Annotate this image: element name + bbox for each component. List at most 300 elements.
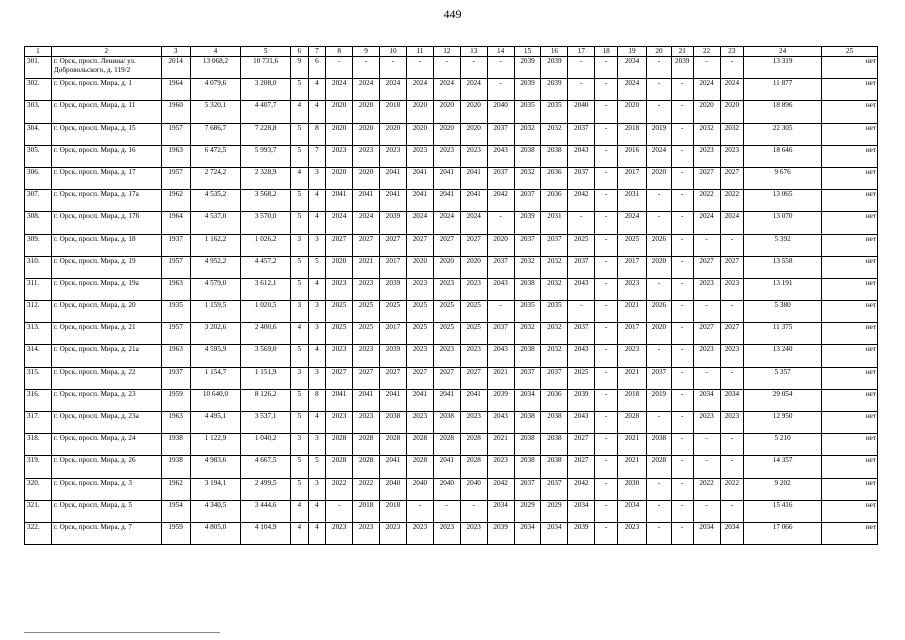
value-cell: 2035 [541,301,568,323]
value-cell: 2020 [353,101,380,123]
value-cell: 2020 [353,167,380,189]
row-number-cell: 319. [25,456,52,478]
value-cell: - [720,456,744,478]
value-cell: - [487,57,514,79]
value-cell: 2028 [380,434,407,456]
value-cell: 2017 [380,256,407,278]
value-cell: 2037 [541,367,568,389]
value-cell: - [720,301,744,323]
value-cell: 2024 [618,79,647,101]
value-cell: 10 640,0 [190,389,241,411]
value-cell: - [433,500,460,522]
column-header-18: 18 [595,47,618,57]
column-header-5: 5 [241,47,291,57]
column-header-17: 17 [568,47,595,57]
value-cell: 2020 [406,123,433,145]
value-cell: 2039 [514,212,541,234]
value-cell: 2039 [568,389,595,411]
value-cell: - [693,57,720,79]
value-cell: 4 805,0 [190,522,241,544]
value-cell: 4 [291,500,309,522]
value-cell: 2023 [406,522,433,544]
value-cell: 5 320,1 [190,101,241,123]
value-cell: - [595,123,618,145]
value-cell: 2028 [353,456,380,478]
status-cell: нет [821,478,877,500]
value-cell: 2036 [541,167,568,189]
status-cell: нет [821,367,877,389]
value-cell: 2037 [487,256,514,278]
value-cell: 2040 [406,478,433,500]
value-cell: 4 667,5 [241,456,291,478]
value-cell: 2024 [433,212,460,234]
value-cell: 2034 [568,500,595,522]
row-number-cell: 322. [25,522,52,544]
value-cell: 2028 [353,434,380,456]
value-cell: 2037 [647,367,672,389]
value-cell: 2043 [568,412,595,434]
value-cell: 2038 [380,412,407,434]
value-cell: 2024 [406,212,433,234]
value-cell: - [487,79,514,101]
value-cell: 2032 [514,256,541,278]
value-cell: 1957 [161,323,190,345]
value-cell: 2023 [326,522,353,544]
value-cell: 2041 [460,167,487,189]
table-row [25,522,878,544]
column-header-19: 19 [618,47,647,57]
value-cell: 2039 [514,57,541,79]
value-cell: 2038 [514,412,541,434]
value-cell: - [595,412,618,434]
value-cell: 2041 [433,167,460,189]
value-cell: 8 [308,123,326,145]
value-cell: 4 340,5 [190,500,241,522]
value-cell: 2025 [326,301,353,323]
value-cell: 2040 [433,478,460,500]
value-cell: - [671,434,693,456]
value-cell: 1957 [161,123,190,145]
value-cell: 2027 [406,234,433,256]
value-cell: 1935 [161,301,190,323]
value-cell: 2039 [568,522,595,544]
value-cell: 1962 [161,190,190,212]
value-cell: - [671,456,693,478]
value-cell: 2034 [618,500,647,522]
value-cell: 2024 [647,145,672,167]
value-cell: - [647,412,672,434]
value-cell: 1 026,2 [241,234,291,256]
value-cell: 3 612,1 [241,278,291,300]
value-cell: 2037 [541,234,568,256]
value-cell: 2027 [720,256,744,278]
value-cell: 2021 [487,367,514,389]
value-cell: 7 228,8 [241,123,291,145]
value-cell: 2 328,9 [241,167,291,189]
value-cell: 2025 [326,323,353,345]
value-cell: 2038 [514,456,541,478]
value-cell: 2029 [514,500,541,522]
value-cell: - [693,234,720,256]
value-cell: 2023 [326,345,353,367]
value-cell: 2041 [380,167,407,189]
value-cell: 5 993,7 [241,145,291,167]
address-cell: г. Орск, просп. Мира, д. 26 [51,456,161,478]
value-cell: 11 877 [744,79,822,101]
housing-register-table [24,46,878,545]
value-cell: 2024 [460,79,487,101]
row-number-cell: 318. [25,434,52,456]
value-cell: - [595,145,618,167]
value-cell: 2028 [406,456,433,478]
value-cell: 2034 [720,522,744,544]
value-cell: 2021 [618,367,647,389]
value-cell: 2032 [541,123,568,145]
value-cell: - [693,456,720,478]
value-cell: 2039 [541,57,568,79]
value-cell: 2023 [693,145,720,167]
value-cell: 2025 [406,323,433,345]
value-cell: - [568,212,595,234]
value-cell: 2039 [541,79,568,101]
value-cell: 2025 [460,323,487,345]
value-cell: 1963 [161,412,190,434]
value-cell: 4 537,0 [190,212,241,234]
value-cell: 2023 [433,522,460,544]
value-cell: 2027 [326,367,353,389]
value-cell: 3 568,2 [241,190,291,212]
value-cell: 2023 [720,278,744,300]
value-cell: 2019 [647,389,672,411]
value-cell: 2018 [353,500,380,522]
value-cell: 5 357 [744,367,822,389]
value-cell: 2037 [568,323,595,345]
value-cell: 2027 [353,367,380,389]
value-cell: 1960 [161,101,190,123]
value-cell: 1937 [161,234,190,256]
value-cell: 6 472,5 [190,145,241,167]
value-cell: - [595,522,618,544]
value-cell: 2041 [326,389,353,411]
address-cell: г. Орск, просп. Мира, д. 21а [51,345,161,367]
row-number-cell: 304. [25,123,52,145]
value-cell: 2041 [353,389,380,411]
value-cell: 5 [291,412,309,434]
value-cell: 1954 [161,500,190,522]
row-number-cell: 320. [25,478,52,500]
value-cell: 2037 [568,123,595,145]
value-cell: 5 [291,278,309,300]
column-header-23: 23 [720,47,744,57]
value-cell: - [693,500,720,522]
row-number-cell: 309. [25,234,52,256]
address-cell: г. Орск, просп. Мира, д. 18 [51,234,161,256]
value-cell: 2024 [353,212,380,234]
value-cell: - [460,57,487,79]
value-cell: 2028 [326,434,353,456]
value-cell: - [568,301,595,323]
value-cell: - [595,101,618,123]
value-cell: 2025 [406,301,433,323]
value-cell: - [326,57,353,79]
status-cell: нет [821,167,877,189]
table-row [25,412,878,434]
row-number-cell: 316. [25,389,52,411]
value-cell: 2042 [487,478,514,500]
table-row [25,57,878,79]
table-row [25,79,878,101]
address-cell: г. Орск, просп. Мира, д. 7 [51,522,161,544]
value-cell: 2025 [568,367,595,389]
value-cell: 2029 [541,500,568,522]
value-cell: 2038 [514,345,541,367]
value-cell: 2038 [541,145,568,167]
row-number-cell: 303. [25,101,52,123]
value-cell: 2023 [433,345,460,367]
column-header-20: 20 [647,47,672,57]
value-cell: 2017 [618,167,647,189]
value-cell: 2028 [406,434,433,456]
table-row [25,301,878,323]
value-cell: 2032 [514,167,541,189]
value-cell: 2022 [326,478,353,500]
value-cell: 2028 [647,456,672,478]
value-cell: 5 [291,456,309,478]
value-cell: 2042 [568,478,595,500]
value-cell: 2020 [618,101,647,123]
value-cell: - [595,234,618,256]
value-cell: - [595,57,618,79]
address-cell: г. Орск, просп. Мира, д. 17а [51,190,161,212]
address-cell: г. Орск, просп. Мира, д. 24 [51,434,161,456]
value-cell: - [647,345,672,367]
value-cell: 11 375 [744,323,822,345]
value-cell: 2027 [433,367,460,389]
value-cell: - [647,278,672,300]
value-cell: 4 [308,190,326,212]
value-cell: 4 079,6 [190,79,241,101]
value-cell: 2023 [720,412,744,434]
row-number-cell: 305. [25,145,52,167]
value-cell: 2027 [568,434,595,456]
value-cell: 2026 [647,234,672,256]
table-row [25,256,878,278]
value-cell: 2037 [487,123,514,145]
table-row [25,345,878,367]
value-cell: 4 [308,101,326,123]
value-cell: 2027 [433,234,460,256]
value-cell: - [671,389,693,411]
column-header-2: 2 [51,47,161,57]
value-cell: - [693,301,720,323]
status-cell: нет [821,57,877,79]
value-cell: 2024 [380,79,407,101]
value-cell: 4 595,9 [190,345,241,367]
address-cell: г. Орск, просп. Мира, д. 22 [51,367,161,389]
value-cell: - [671,79,693,101]
value-cell: - [647,212,672,234]
value-cell: - [671,323,693,345]
value-cell: 3 [291,234,309,256]
value-cell: 2024 [326,79,353,101]
column-header-7: 7 [308,47,326,57]
value-cell: - [380,57,407,79]
value-cell: 2035 [514,101,541,123]
value-cell: 2034 [720,389,744,411]
value-cell: 2028 [618,412,647,434]
value-cell: 2027 [693,256,720,278]
value-cell: 4 983,6 [190,456,241,478]
value-cell: - [720,234,744,256]
value-cell: 1962 [161,478,190,500]
value-cell: 2037 [568,167,595,189]
value-cell: 2020 [460,123,487,145]
status-cell: нет [821,278,877,300]
value-cell: 2042 [487,190,514,212]
column-header-13: 13 [460,47,487,57]
value-cell: 4 [308,79,326,101]
address-cell: г. Орск, просп. Мира, д. 1 [51,79,161,101]
value-cell: 2020 [326,256,353,278]
value-cell: 3 208,0 [241,79,291,101]
value-cell: 2034 [514,389,541,411]
value-cell: - [671,478,693,500]
value-cell: 2030 [618,478,647,500]
value-cell: 2034 [514,522,541,544]
value-cell: 6 [308,57,326,79]
value-cell: 2023 [720,145,744,167]
value-cell: 1 162,2 [190,234,241,256]
value-cell: 3 [308,167,326,189]
column-header-10: 10 [380,47,407,57]
column-header-21: 21 [671,47,693,57]
row-number-cell: 307. [25,190,52,212]
table-row [25,389,878,411]
value-cell: - [671,190,693,212]
value-cell: 2020 [693,101,720,123]
value-cell: 2023 [460,412,487,434]
value-cell: - [671,212,693,234]
value-cell: 2024 [618,212,647,234]
value-cell: 2032 [514,323,541,345]
column-header-6: 6 [291,47,309,57]
table-header [25,47,878,57]
value-cell: 2020 [353,123,380,145]
value-cell: - [595,190,618,212]
value-cell: 1963 [161,278,190,300]
value-cell: 4 [308,278,326,300]
column-header-11: 11 [406,47,433,57]
value-cell: 2041 [433,389,460,411]
value-cell: - [671,301,693,323]
value-cell: 2023 [460,345,487,367]
value-cell: 9 676 [744,167,822,189]
row-number-cell: 306. [25,167,52,189]
status-cell: нет [821,123,877,145]
value-cell: 2032 [541,278,568,300]
value-cell: 3 [308,367,326,389]
value-cell: 2041 [380,389,407,411]
value-cell: 7 686,7 [190,123,241,145]
value-cell: 1 151,9 [241,367,291,389]
value-cell: - [595,389,618,411]
value-cell: 2023 [380,522,407,544]
value-cell: 8 126,2 [241,389,291,411]
value-cell: 2036 [541,389,568,411]
value-cell: 5 392 [744,234,822,256]
value-cell: 2022 [693,190,720,212]
value-cell: 2021 [618,301,647,323]
address-cell: г. Орск, просп. Мира, д. 21 [51,323,161,345]
value-cell: 5 [291,256,309,278]
value-cell: 2020 [647,323,672,345]
value-cell: 2038 [433,412,460,434]
value-cell: 2023 [693,278,720,300]
value-cell: 3 202,6 [190,323,241,345]
value-cell: 2018 [380,500,407,522]
value-cell: 3 194,1 [190,478,241,500]
status-cell: нет [821,389,877,411]
value-cell: 3 444,6 [241,500,291,522]
value-cell: 9 [291,57,309,79]
value-cell: 2014 [161,57,190,79]
address-cell: г. Орск, просп. Мира, д. 19а [51,278,161,300]
row-number-cell: 301. [25,57,52,79]
value-cell: 2032 [541,323,568,345]
address-cell: г. Орск, просп. Мира, д. 11 [51,101,161,123]
value-cell: - [568,79,595,101]
value-cell: 4 457,2 [241,256,291,278]
value-cell: - [487,212,514,234]
value-cell: - [595,478,618,500]
value-cell: 13 558 [744,256,822,278]
column-header-25: 25 [821,47,877,57]
value-cell: 2032 [720,123,744,145]
value-cell: 2027 [720,167,744,189]
value-cell: - [406,57,433,79]
status-cell: нет [821,101,877,123]
value-cell: 2023 [460,145,487,167]
column-header-15: 15 [514,47,541,57]
value-cell: 2023 [618,278,647,300]
value-cell: 1938 [161,456,190,478]
value-cell: 2019 [647,123,672,145]
value-cell: 3 569,0 [241,345,291,367]
column-header-4: 4 [190,47,241,57]
value-cell: 2027 [693,323,720,345]
value-cell: 2020 [406,256,433,278]
value-cell: 2020 [460,256,487,278]
value-cell: 2023 [487,456,514,478]
value-cell: 2034 [618,57,647,79]
column-header-14: 14 [487,47,514,57]
value-cell: 2 400,6 [241,323,291,345]
column-header-22: 22 [693,47,720,57]
value-cell: 2023 [353,278,380,300]
value-cell: 2024 [353,79,380,101]
value-cell: 2023 [693,412,720,434]
value-cell: 2038 [514,145,541,167]
status-cell: нет [821,456,877,478]
value-cell: 2039 [380,345,407,367]
value-cell: 3 [308,301,326,323]
footer-rule [24,632,220,633]
value-cell: - [647,101,672,123]
value-cell: 4 535,2 [190,190,241,212]
column-header-9: 9 [353,47,380,57]
value-cell: 13 240 [744,345,822,367]
table-row [25,434,878,456]
